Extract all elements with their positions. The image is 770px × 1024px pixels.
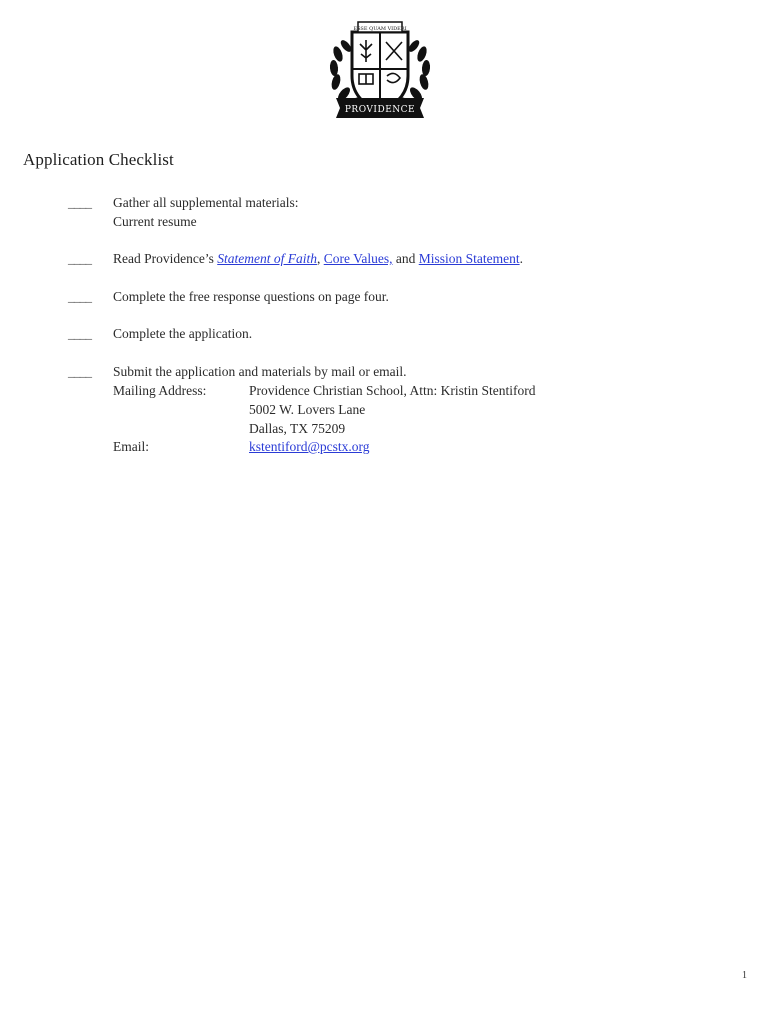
- checkbox-blank[interactable]: ____: [68, 326, 91, 341]
- item-text: Complete the application.: [113, 326, 253, 341]
- checkbox-blank[interactable]: ____: [68, 251, 91, 266]
- statement-of-faith-link[interactable]: Statement of Faith: [217, 251, 317, 266]
- page-title: Application Checklist: [23, 150, 174, 169]
- separator: and: [392, 251, 419, 266]
- separator: ,: [316, 251, 324, 266]
- page-number: 1: [742, 970, 747, 981]
- item-suffix: .: [519, 251, 523, 266]
- email-label: Email:: [113, 439, 149, 454]
- item-text: Submit the application and materials by mail or email.: [113, 364, 407, 379]
- item-text: Gather all supplemental materials:: [113, 195, 299, 210]
- item-subtext: Current resume: [113, 214, 197, 229]
- item-text: Complete the free response questions on page four.: [113, 289, 389, 304]
- crest-motto: ESSE QUAM VIDERI: [353, 26, 407, 32]
- email-link[interactable]: kstentiford@pcstx.org: [249, 439, 370, 454]
- mailing-address-label: Mailing Address:: [113, 383, 207, 398]
- item-text: [113, 249, 523, 268]
- mission-statement-link[interactable]: Mission Statement: [418, 251, 520, 266]
- checkbox-blank[interactable]: ____: [68, 195, 91, 210]
- checkbox-blank[interactable]: ____: [68, 289, 91, 304]
- crest-banner: PROVIDENCE: [344, 105, 416, 115]
- mailing-address-line: 5002 W. Lovers Lane: [249, 402, 366, 417]
- core-values-link[interactable]: Core Values,: [323, 251, 393, 266]
- item-prefix: Read Providence’s: [113, 251, 218, 266]
- providence-crest-logo: [324, 14, 436, 124]
- checkbox-blank[interactable]: ____: [68, 364, 91, 379]
- mailing-address-line: Dallas, TX 75209: [249, 421, 346, 436]
- mailing-address-line: Providence Christian School, Attn: Kristin Stentiford: [249, 383, 536, 398]
